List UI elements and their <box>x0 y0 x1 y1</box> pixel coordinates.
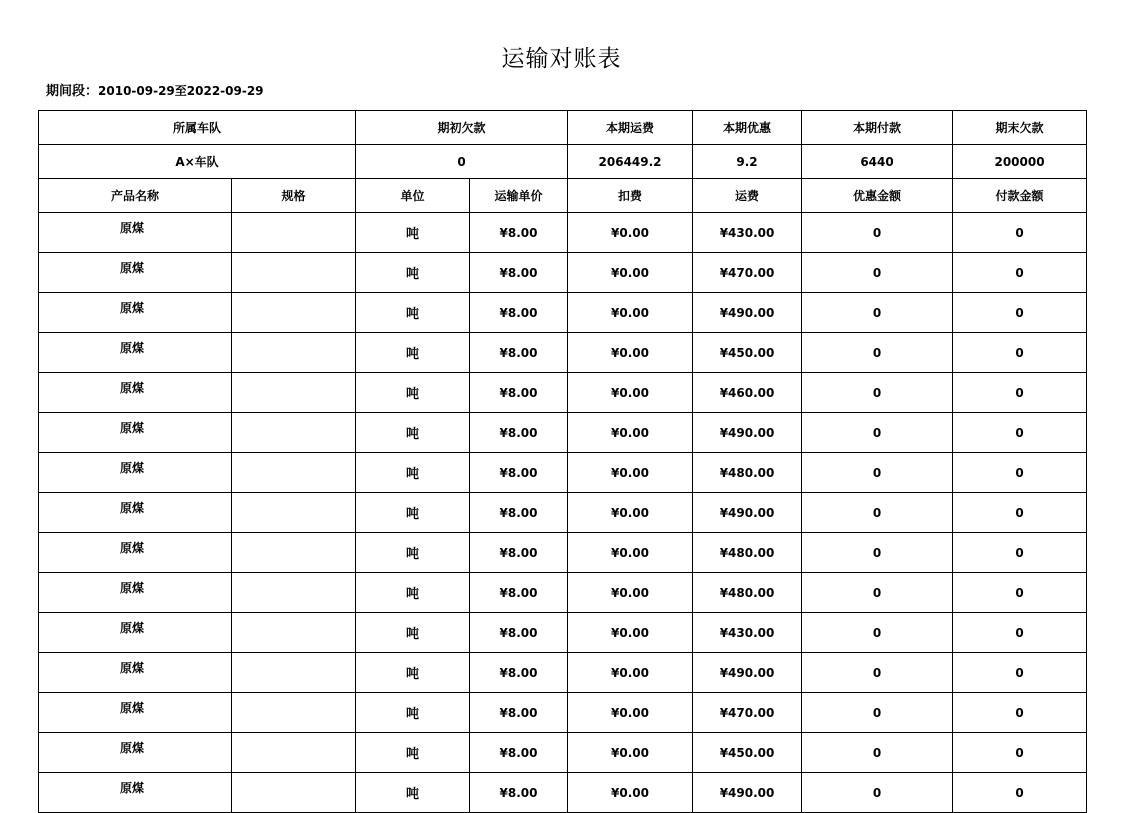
cell-product-name: 原煤 <box>39 773 232 813</box>
cell-discount-amount: 0 <box>802 253 953 293</box>
cell-discount-amount: 0 <box>802 693 953 733</box>
cell-unit: 吨 <box>356 333 470 373</box>
header-period-payment: 本期付款 <box>802 111 953 145</box>
cell-spec <box>232 653 356 693</box>
cell-freight: ¥430.00 <box>693 613 802 653</box>
cell-freight: ¥490.00 <box>693 653 802 693</box>
cell-unit-price: ¥8.00 <box>470 413 568 453</box>
period-range <box>46 80 264 99</box>
cell-spec <box>232 773 356 813</box>
cell-deduction: ¥0.00 <box>568 613 693 653</box>
header-unit: 单位 <box>356 179 470 213</box>
cell-spec <box>232 733 356 773</box>
table-row <box>39 533 1087 573</box>
cell-discount-amount: 0 <box>802 413 953 453</box>
cell-payment-amount: 0 <box>953 453 1087 493</box>
table-row <box>39 613 1087 653</box>
cell-deduction: ¥0.00 <box>568 333 693 373</box>
cell-unit-price: ¥8.00 <box>470 333 568 373</box>
cell-product-name: 原煤 <box>39 333 232 373</box>
cell-product-name: 原煤 <box>39 653 232 693</box>
cell-deduction: ¥0.00 <box>568 653 693 693</box>
cell-freight: ¥450.00 <box>693 733 802 773</box>
cell-spec <box>232 413 356 453</box>
cell-unit: 吨 <box>356 613 470 653</box>
cell-freight: ¥470.00 <box>693 693 802 733</box>
cell-unit: 吨 <box>356 533 470 573</box>
header-discount-amount: 优惠金额 <box>802 179 953 213</box>
cell-unit-price: ¥8.00 <box>470 373 568 413</box>
cell-unit-price: ¥8.00 <box>470 573 568 613</box>
cell-unit-price: ¥8.00 <box>470 653 568 693</box>
cell-product-name: 原煤 <box>39 413 232 453</box>
header-unit-price: 运输单价 <box>470 179 568 213</box>
cell-discount-amount: 0 <box>802 213 953 253</box>
cell-unit: 吨 <box>356 733 470 773</box>
cell-discount-amount: 0 <box>802 613 953 653</box>
cell-unit-price: ¥8.00 <box>470 213 568 253</box>
cell-unit: 吨 <box>356 413 470 453</box>
cell-payment-amount: 0 <box>953 213 1087 253</box>
cell-payment-amount: 0 <box>953 693 1087 733</box>
cell-deduction: ¥0.00 <box>568 733 693 773</box>
table-row <box>39 293 1087 333</box>
table-row <box>39 333 1087 373</box>
cell-discount-amount: 0 <box>802 573 953 613</box>
cell-unit: 吨 <box>356 573 470 613</box>
cell-unit-price: ¥8.00 <box>470 253 568 293</box>
cell-freight: ¥480.00 <box>693 533 802 573</box>
cell-freight: ¥460.00 <box>693 373 802 413</box>
cell-deduction: ¥0.00 <box>568 453 693 493</box>
cell-product-name: 原煤 <box>39 453 232 493</box>
cell-freight: ¥490.00 <box>693 493 802 533</box>
cell-spec <box>232 693 356 733</box>
cell-deduction: ¥0.00 <box>568 493 693 533</box>
header-deduction: 扣费 <box>568 179 693 213</box>
cell-unit-price: ¥8.00 <box>470 733 568 773</box>
cell-payment-amount: 0 <box>953 333 1087 373</box>
cell-discount-amount: 0 <box>802 653 953 693</box>
cell-deduction: ¥0.00 <box>568 213 693 253</box>
cell-spec <box>232 213 356 253</box>
cell-freight: ¥470.00 <box>693 253 802 293</box>
cell-unit-price: ¥8.00 <box>470 613 568 653</box>
cell-product-name: 原煤 <box>39 533 232 573</box>
cell-spec <box>232 493 356 533</box>
cell-unit-price: ¥8.00 <box>470 773 568 813</box>
table-row <box>39 733 1087 773</box>
value-opening-debt: 0 <box>356 145 568 179</box>
cell-deduction: ¥0.00 <box>568 253 693 293</box>
table-row <box>39 413 1087 453</box>
cell-payment-amount: 0 <box>953 253 1087 293</box>
table-row <box>39 453 1087 493</box>
cell-freight: ¥430.00 <box>693 213 802 253</box>
cell-payment-amount: 0 <box>953 733 1087 773</box>
cell-unit: 吨 <box>356 453 470 493</box>
cell-discount-amount: 0 <box>802 733 953 773</box>
period-value: 2010-09-29至2022-09-29 <box>98 84 264 98</box>
cell-unit-price: ¥8.00 <box>470 493 568 533</box>
cell-product-name: 原煤 <box>39 493 232 533</box>
cell-spec <box>232 573 356 613</box>
cell-unit-price: ¥8.00 <box>470 293 568 333</box>
cell-freight: ¥490.00 <box>693 293 802 333</box>
cell-freight: ¥450.00 <box>693 333 802 373</box>
cell-unit-price: ¥8.00 <box>470 693 568 733</box>
cell-unit: 吨 <box>356 293 470 333</box>
cell-payment-amount: 0 <box>953 653 1087 693</box>
cell-spec <box>232 373 356 413</box>
cell-product-name: 原煤 <box>39 693 232 733</box>
period-label: 期间段： <box>46 84 99 99</box>
cell-product-name: 原煤 <box>39 213 232 253</box>
cell-payment-amount: 0 <box>953 293 1087 333</box>
cell-spec <box>232 613 356 653</box>
cell-payment-amount: 0 <box>953 533 1087 573</box>
cell-discount-amount: 0 <box>802 773 953 813</box>
cell-deduction: ¥0.00 <box>568 573 693 613</box>
cell-spec <box>232 333 356 373</box>
header-period-discount: 本期优惠 <box>693 111 802 145</box>
header-period-freight: 本期运费 <box>568 111 693 145</box>
summary-values-row <box>39 145 1087 179</box>
header-opening-debt: 期初欠款 <box>356 111 568 145</box>
cell-payment-amount: 0 <box>953 413 1087 453</box>
cell-product-name: 原煤 <box>39 613 232 653</box>
value-closing-debt: 200000 <box>953 145 1087 179</box>
cell-spec <box>232 533 356 573</box>
cell-deduction: ¥0.00 <box>568 533 693 573</box>
reconciliation-table <box>38 110 1087 813</box>
summary-header-row <box>39 111 1087 145</box>
cell-discount-amount: 0 <box>802 333 953 373</box>
cell-spec <box>232 293 356 333</box>
cell-payment-amount: 0 <box>953 373 1087 413</box>
table-row <box>39 693 1087 733</box>
cell-unit-price: ¥8.00 <box>470 453 568 493</box>
cell-product-name: 原煤 <box>39 253 232 293</box>
table-row <box>39 573 1087 613</box>
detail-header-row <box>39 179 1087 213</box>
cell-discount-amount: 0 <box>802 493 953 533</box>
cell-unit: 吨 <box>356 653 470 693</box>
cell-freight: ¥480.00 <box>693 573 802 613</box>
cell-payment-amount: 0 <box>953 493 1087 533</box>
cell-deduction: ¥0.00 <box>568 413 693 453</box>
header-payment-amount: 付款金额 <box>953 179 1087 213</box>
cell-product-name: 原煤 <box>39 293 232 333</box>
table-row <box>39 493 1087 533</box>
cell-unit: 吨 <box>356 253 470 293</box>
cell-freight: ¥490.00 <box>693 773 802 813</box>
cell-discount-amount: 0 <box>802 533 953 573</box>
cell-deduction: ¥0.00 <box>568 293 693 333</box>
cell-unit: 吨 <box>356 693 470 733</box>
page-title: 运输对账表 <box>501 46 622 72</box>
table-row <box>39 653 1087 693</box>
table-row <box>39 373 1087 413</box>
cell-unit-price: ¥8.00 <box>470 533 568 573</box>
cell-product-name: 原煤 <box>39 573 232 613</box>
header-product-name: 产品名称 <box>39 179 232 213</box>
cell-payment-amount: 0 <box>953 773 1087 813</box>
cell-spec <box>232 453 356 493</box>
header-freight: 运费 <box>693 179 802 213</box>
cell-unit: 吨 <box>356 773 470 813</box>
table-row <box>39 213 1087 253</box>
cell-deduction: ¥0.00 <box>568 693 693 733</box>
header-fleet: 所属车队 <box>39 111 356 145</box>
cell-payment-amount: 0 <box>953 573 1087 613</box>
cell-freight: ¥490.00 <box>693 413 802 453</box>
cell-product-name: 原煤 <box>39 733 232 773</box>
cell-spec <box>232 253 356 293</box>
header-closing-debt: 期末欠款 <box>953 111 1087 145</box>
cell-payment-amount: 0 <box>953 613 1087 653</box>
cell-discount-amount: 0 <box>802 373 953 413</box>
table-row <box>39 253 1087 293</box>
cell-discount-amount: 0 <box>802 293 953 333</box>
value-period-payment: 6440 <box>802 145 953 179</box>
cell-freight: ¥480.00 <box>693 453 802 493</box>
value-period-discount: 9.2 <box>693 145 802 179</box>
cell-unit: 吨 <box>356 213 470 253</box>
cell-unit: 吨 <box>356 373 470 413</box>
cell-discount-amount: 0 <box>802 453 953 493</box>
table-row <box>39 773 1087 813</box>
value-fleet: A×车队 <box>39 145 356 179</box>
cell-product-name: 原煤 <box>39 373 232 413</box>
cell-unit: 吨 <box>356 493 470 533</box>
header-spec: 规格 <box>232 179 356 213</box>
cell-deduction: ¥0.00 <box>568 373 693 413</box>
value-period-freight: 206449.2 <box>568 145 693 179</box>
cell-deduction: ¥0.00 <box>568 773 693 813</box>
